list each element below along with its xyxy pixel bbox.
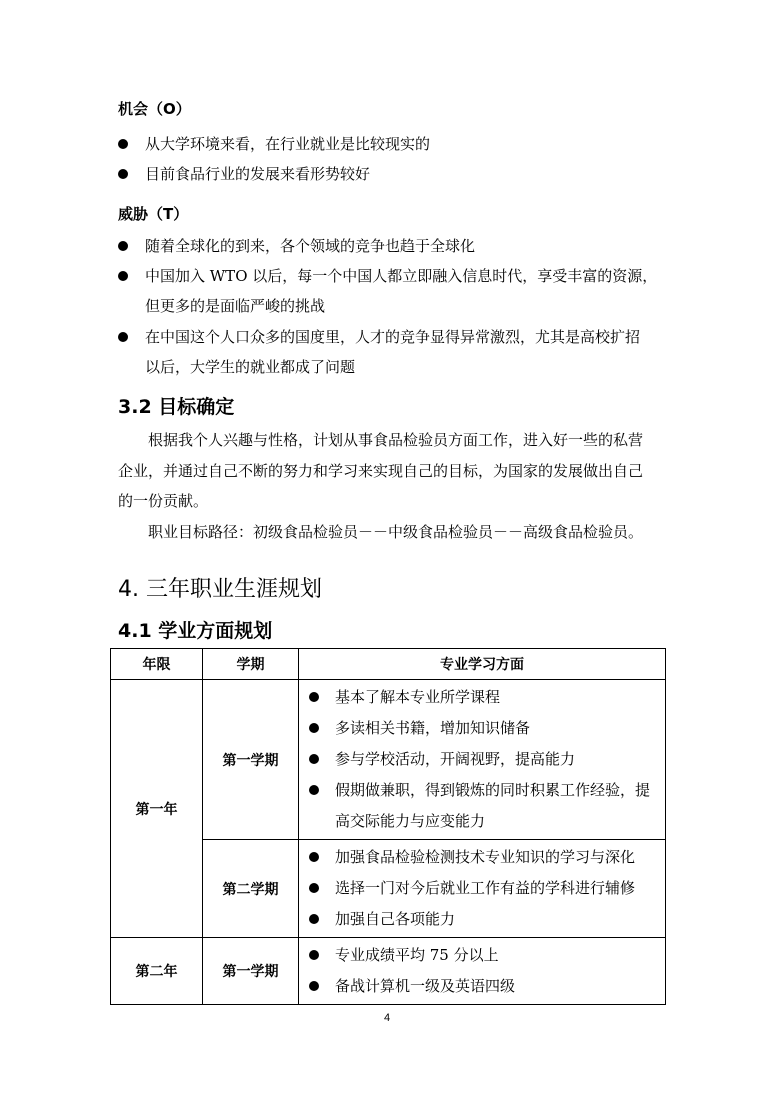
- list-item-text: 专业成绩平均 75 分以上: [335, 946, 499, 964]
- threat-item: [118, 322, 678, 352]
- bullet-icon: [309, 754, 319, 764]
- study-cell: [299, 840, 666, 938]
- study-cell: [299, 680, 666, 840]
- list-item: [299, 904, 665, 935]
- table-header-row: [111, 649, 666, 680]
- study-plan-table: [110, 648, 666, 1005]
- list-item-text: 参与学校活动，开阔视野，提高能力: [335, 750, 576, 768]
- list-item-text: 加强自己各项能力: [335, 910, 456, 928]
- threat-text-continued: 以后，大学生的就业都成了问题: [145, 358, 356, 376]
- study-list: [299, 840, 665, 937]
- bullet-icon: [309, 914, 319, 924]
- threat-item: [118, 261, 678, 291]
- header-years: 年限: [111, 649, 203, 680]
- paragraph-line: 企业，并通过自己不断的努力和学习来实现自己的目标，为国家的发展做出自己: [118, 462, 644, 480]
- page-number: 4: [383, 1012, 391, 1024]
- paragraph-line: 根据我个人兴趣与性格，计划从事食品检验员方面工作，进入好一些的私营: [148, 431, 644, 449]
- opportunity-item: [118, 159, 678, 189]
- list-item: [299, 940, 665, 971]
- list-item: [299, 713, 665, 744]
- paragraph-line: 的一份贡献。: [118, 492, 209, 510]
- table-row: [111, 680, 666, 840]
- list-item-text: 备战计算机一级及英语四级: [335, 977, 516, 995]
- list-item-text: 基本了解本专业所学课程: [335, 688, 501, 706]
- list-item-text: 假期做兼职，得到锻炼的同时积累工作经验，提高交际能力与应变能力: [335, 781, 651, 830]
- bullet-icon: [118, 332, 128, 342]
- list-item: [299, 842, 665, 873]
- career-path-line: 职业目标路径：初级食品检验员－－中级食品检验员－－高级食品检验员。: [148, 523, 644, 541]
- study-list: [299, 938, 665, 1004]
- bullet-icon: [309, 723, 319, 733]
- opportunity-item: [118, 129, 678, 159]
- opportunities-heading: 机会（O）: [118, 100, 191, 118]
- bullet-icon: [309, 692, 319, 702]
- list-item: [299, 873, 665, 904]
- year-cell: 第一年: [111, 680, 203, 938]
- threat-text-continued: 但更多的是面临严峻的挑战: [145, 297, 326, 315]
- opportunity-text: 从大学环境来看，在行业就业是比较现实的: [145, 135, 431, 153]
- list-item: [299, 775, 665, 837]
- bullet-icon: [309, 785, 319, 795]
- threat-item: [118, 231, 678, 261]
- list-item: [299, 744, 665, 775]
- bullet-icon: [309, 852, 319, 862]
- list-item-text: 加强食品检验检测技术专业知识的学习与深化: [335, 848, 636, 866]
- bullet-icon: [118, 241, 128, 251]
- year-cell: 第二年: [111, 938, 203, 1005]
- section-3-2-title: 3.2 目标确定: [118, 396, 235, 418]
- bullet-icon: [118, 139, 128, 149]
- section-4-title: 4. 三年职业生涯规划: [118, 577, 322, 602]
- threat-text: 中国加入 WTO 以后，每一个中国人都立即融入信息时代，享受丰富的资源，: [145, 267, 658, 285]
- threats-heading: 威胁（T）: [118, 205, 189, 223]
- list-item-text: 选择一门对今后就业工作有益的学科进行辅修: [335, 879, 636, 897]
- header-study: 专业学习方面: [299, 649, 666, 680]
- list-item: [299, 971, 665, 1002]
- table-row: [111, 938, 666, 1005]
- list-item-text: 多读相关书籍，增加知识储备: [335, 719, 531, 737]
- bullet-icon: [118, 169, 128, 179]
- bullet-icon: [309, 950, 319, 960]
- bullet-icon: [309, 981, 319, 991]
- header-term: 学期: [203, 649, 299, 680]
- study-list: [299, 680, 665, 839]
- bullet-icon: [118, 271, 128, 281]
- threat-text: 随着全球化的到来，各个领域的竞争也趋于全球化: [145, 237, 476, 255]
- term-cell: 第一学期: [203, 938, 299, 1005]
- section-4-1-title: 4.1 学业方面规划: [118, 620, 273, 642]
- term-cell: 第二学期: [203, 840, 299, 938]
- study-cell: [299, 938, 666, 1005]
- list-item: [299, 682, 665, 713]
- term-cell: 第一学期: [203, 680, 299, 840]
- opportunity-text: 目前食品行业的发展来看形势较好: [145, 165, 371, 183]
- bullet-icon: [309, 883, 319, 893]
- threat-text: 在中国这个人口众多的国度里，人才的竞争显得异常激烈，尤其是高校扩招: [145, 328, 641, 346]
